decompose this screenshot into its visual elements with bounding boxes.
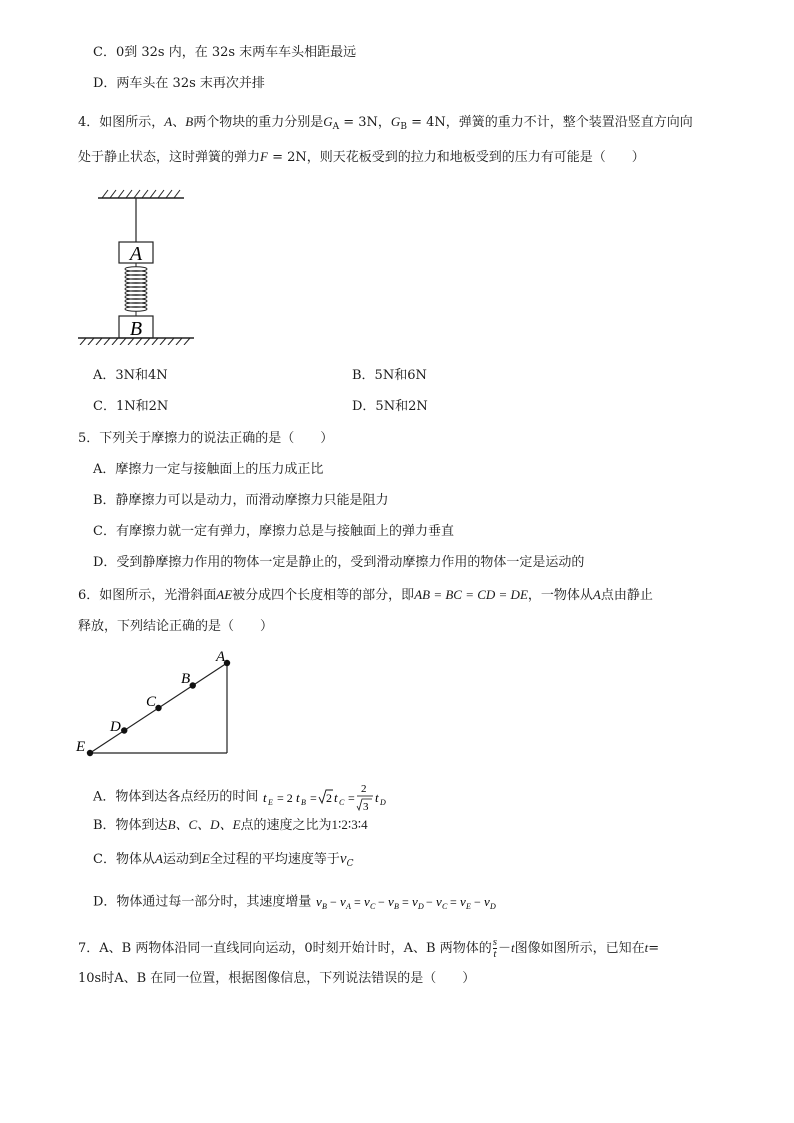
q6-incline-figure — [72, 645, 242, 760]
svg-text:−: − — [473, 895, 481, 909]
svg-text:−: − — [425, 895, 433, 909]
q5-option-b: B．静摩擦力可以是动力，而滑动摩擦力只能是阻力 — [93, 493, 389, 508]
svg-text:2: 2 — [325, 791, 332, 805]
svg-text:C: C — [338, 798, 344, 807]
q6-option-a-formula — [261, 780, 411, 814]
svg-text:=: = — [347, 791, 355, 805]
q4-stem-line2: 处于静止状态，这时弹簧的弹力F = 2N，则天花板受到的拉力和地板受到的压力有可能是（ ） — [78, 149, 645, 165]
svg-text:v: v — [435, 894, 442, 909]
q7-stem-line2: 10s时A、B 在同一位置，根据图像信息，下列说法错误的是（ ） — [78, 971, 476, 986]
q4-spring-figure — [74, 185, 196, 345]
point-d-label: D — [110, 719, 121, 735]
svg-text:=: = — [353, 895, 361, 909]
svg-text:2: 2 — [360, 783, 367, 795]
svg-text:v: v — [411, 894, 418, 909]
svg-text:=: = — [449, 895, 457, 909]
svg-text:=: = — [401, 895, 409, 909]
point-b-label: B — [181, 671, 191, 687]
q6-option-d-formula — [314, 892, 514, 912]
svg-text:v: v — [339, 894, 346, 909]
q5-option-d: D．受到静摩擦力作用的物体一定是静止的，受到滑动摩擦力作用的物体一定是运动的 — [93, 555, 585, 570]
q5-stem: 5．下列关于摩擦力的说法正确的是（ ） — [78, 431, 334, 446]
svg-text:v: v — [315, 894, 322, 909]
svg-text:D: D — [489, 902, 496, 911]
svg-text:E: E — [465, 902, 471, 911]
svg-text:t: t — [333, 790, 338, 805]
svg-text:v: v — [459, 894, 466, 909]
svg-text:B: B — [321, 902, 327, 911]
svg-text:v: v — [387, 894, 394, 909]
point-a-label: A — [216, 649, 226, 665]
block-a-label: A — [129, 243, 143, 265]
svg-text:v: v — [483, 894, 490, 909]
t-var: t — [262, 790, 267, 805]
q6-option-c: C．物体从A运动到E全过程的平均速度等于$v_C$ — [93, 851, 354, 869]
svg-text:=: = — [309, 791, 317, 805]
svg-text:C: C — [441, 902, 447, 911]
svg-text:B: B — [300, 798, 306, 807]
q6-stem-line2: 释放，下列结论正确的是（ ） — [78, 619, 274, 634]
q3-option-d: D．两车头在 32s 末再次并排 — [93, 76, 265, 91]
q4-option-d: D．5N和2N — [352, 399, 428, 414]
q5-option-c: C．有摩擦力就一定有弹力，摩擦力总是与接触面上的弹力垂直 — [93, 524, 454, 539]
q4-stem-line1: 4．如图所示，A、B两个物块的重力分别是$G_A = 3N$，$G_B = 4N$，弹簧的重力不计，整个装置沿竖直方向向 — [78, 114, 693, 132]
svg-text:= 2: = 2 — [276, 791, 293, 805]
q7-stem-line1: 7．A、B 两物体沿同一直线同向运动，0时刻开始计时，A、B 两物体的 $\frac{s}{t}$ －t图像如图所示，已知在t= — [78, 936, 660, 960]
q3-option-c: C．0到 32s 内，在 32s 末两车车头相距最远 — [93, 45, 357, 60]
q4-option-c: C．1N和2N — [93, 399, 169, 414]
s-over-t-fraction: $\frac{s}{t}$ — [492, 936, 497, 960]
q5-option-a: A．摩擦力一定与接触面上的压力成正比 — [93, 462, 324, 477]
svg-text:v: v — [363, 894, 370, 909]
q6-option-a: A．物体到达各点经历的时间 t E = 2 t B = 2 t C = 2 3 t D — [93, 780, 411, 814]
q6-option-b: B．物体到达B、C、D、E点的速度之比为1∶2∶3∶4 — [93, 817, 368, 833]
svg-text:D: D — [417, 902, 424, 911]
svg-text:A: A — [345, 902, 351, 911]
point-c-label: C — [146, 694, 157, 710]
svg-text:E: E — [267, 798, 273, 807]
svg-text:3: 3 — [362, 801, 369, 813]
svg-text:C: C — [369, 902, 375, 911]
q4-option-b: B．5N和6N — [352, 368, 427, 383]
block-b-label: B — [129, 318, 143, 340]
q6-option-d: D．物体通过每一部分时，其速度增量 v B − v A = v C − v B = v D − v C = v E − v D — [93, 892, 514, 912]
svg-text:−: − — [329, 895, 337, 909]
svg-text:t: t — [295, 790, 300, 805]
svg-text:D: D — [379, 798, 386, 807]
svg-text:B: B — [393, 902, 399, 911]
point-e-label: E — [76, 739, 86, 755]
q4-option-a: A．3N和4N — [93, 368, 168, 383]
q6-stem-line1: 6．如图所示，光滑斜面AE被分成四个长度相等的部分，即AB = BC = CD = DE，一物体从A点由静止 — [78, 587, 653, 603]
svg-text:t: t — [374, 790, 379, 805]
svg-text:−: − — [377, 895, 385, 909]
